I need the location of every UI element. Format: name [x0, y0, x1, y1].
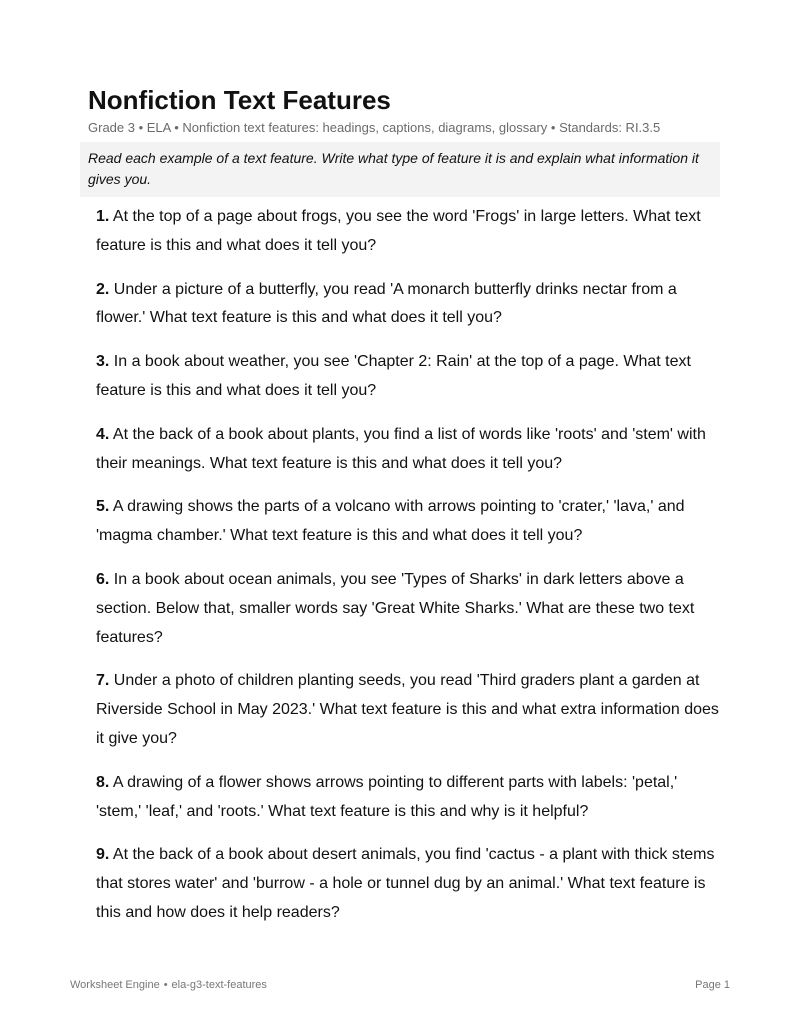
- question-item: [96, 566, 720, 652]
- question-text: A drawing of a flower shows arrows pointing to different parts with labels: 'petal,' 'stem,' 'leaf,' and 'roots.' What text feature is this and why is it helpful?: [96, 773, 678, 820]
- question-text: In a book about ocean animals, you see 'Types of Sharks' in dark letters above a section. Below that, smaller words say 'Great White Sharks.' What are these two text features?: [96, 570, 695, 646]
- page-title: Nonfiction Text Features: [88, 85, 391, 115]
- question-number: 4.: [96, 425, 110, 443]
- worksheet-subtitle: Grade 3 • ELA • Nonfiction text features: headings, captions, diagrams, glossary • Standards: RI.3.5: [88, 120, 661, 135]
- question-text: Under a picture of a butterfly, you read 'A monarch butterfly drinks nectar from a flower.' What text feature is this and what does it tell you?: [96, 280, 677, 327]
- question-number: 8.: [96, 773, 110, 791]
- page-footer-left: [70, 978, 267, 992]
- question-number: 7.: [96, 672, 110, 690]
- instructions-box: Read each example of a text feature. Write what type of feature it is and explain what information it gives you.: [80, 142, 720, 197]
- question-text: Under a photo of children planting seeds, you read 'Third graders plant a garden at Riverside School in May 2023.' What text feature is this and what extra information does it give you?: [96, 672, 719, 747]
- question-item: [96, 348, 720, 406]
- question-item: [96, 667, 720, 753]
- question-number: 9.: [96, 846, 110, 864]
- question-text: A drawing shows the parts of a volcano with arrows pointing to 'crater,' 'lava,' and 'magma chamber.' What text feature is this and what does it tell you?: [96, 498, 685, 545]
- question-text: In a book about weather, you see 'Chapter 2: Rain' at the top of a page. What text feature is this and what does it tell you?: [96, 353, 691, 399]
- question-item: [96, 421, 720, 479]
- question-number: 2.: [96, 280, 110, 298]
- footer-engine-name: Worksheet Engine: [70, 979, 160, 991]
- question-number: 6.: [96, 570, 110, 588]
- question-item: [96, 841, 720, 927]
- question-number: 3.: [96, 353, 110, 371]
- question-item: [96, 769, 720, 827]
- question-text: At the back of a book about plants, you find a list of words like 'roots' and 'stem' with their meanings. What text feature is this and what does it tell you?: [96, 425, 706, 472]
- page-number: Page 1: [695, 979, 730, 991]
- question-number: 5.: [96, 498, 110, 516]
- footer-separator: •: [163, 979, 168, 991]
- question-text: At the top of a page about frogs, you see the word 'Frogs' in large letters. What text feature is this and what does it tell you?: [96, 208, 701, 254]
- question-item: [96, 493, 720, 551]
- question-text: At the back of a book about desert animals, you find 'cactus - a plant with thick stems that stores water' and 'burrow - a hole or tunnel dug by an animal.' What text feature is this and how does it help readers?: [96, 846, 715, 921]
- question-number: 1.: [96, 208, 110, 225]
- footer-worksheet-id: ela-g3-text-features: [171, 979, 267, 991]
- question-list: [96, 203, 720, 943]
- question-item: [96, 276, 720, 334]
- question-item: [96, 203, 720, 261]
